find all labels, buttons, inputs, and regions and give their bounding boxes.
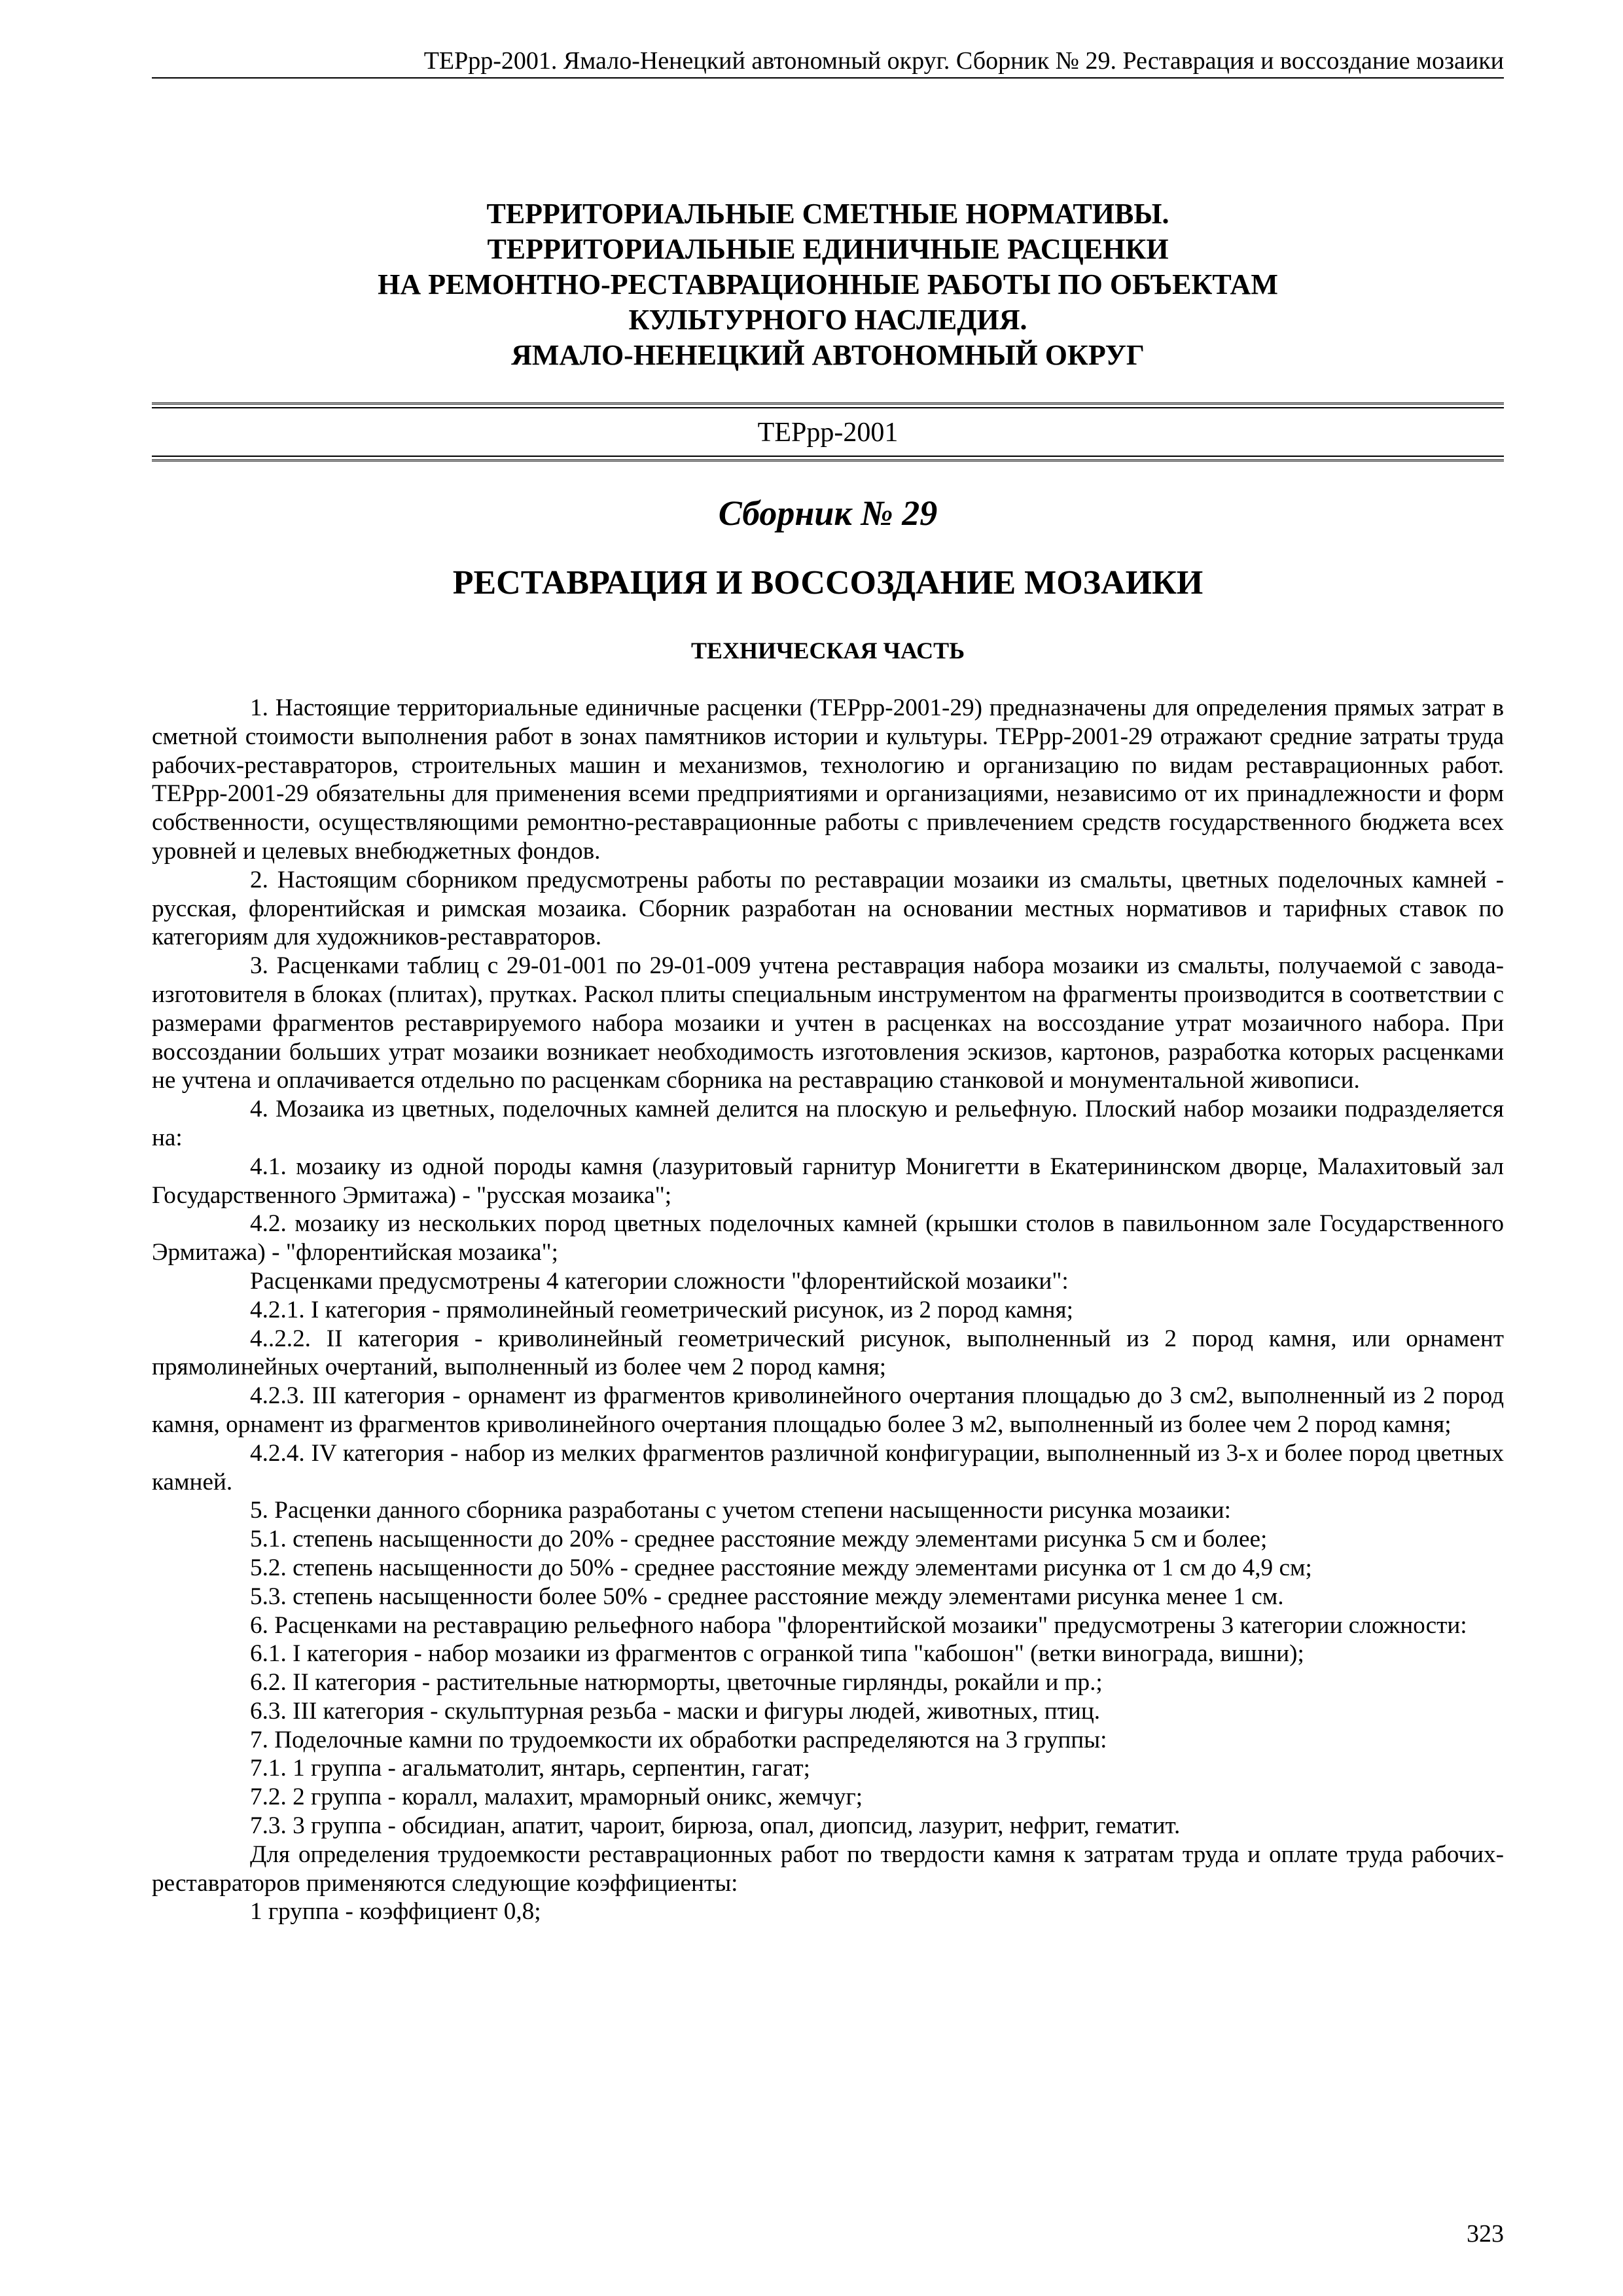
paragraph: 4.1. мозаику из одной породы камня (лазуритовый гарнитур Монигетти в Екатерининском дворце, Малахитовый зал Государственного Эрмитажа) - "русская мозаика";	[152, 1153, 1504, 1209]
collection-title: РЕСТАВРАЦИЯ И ВОССОЗДАНИЕ МОЗАИКИ	[452, 564, 1204, 601]
paragraph: 5. Расценки данного сборника разработаны с учетом степени насыщенности рисунка мозаики:	[250, 1497, 1231, 1524]
paragraph: 4.2.3. III категория - орнамент из фрагментов криволинейного очертания площадью до 3 см2, выполненный из 2 пород камня, орнамент из фрагментов криволинейного очертания площадью более 3 м2, выполненный из более чем 2 пород камня;	[152, 1382, 1504, 1438]
running-header: ТЕРрр-2001. Ямало-Ненецкий автономный округ. Сборник № 29. Реставрация и воссоздание мозаики	[423, 47, 1504, 75]
section-title: ТЕХНИЧЕСКАЯ ЧАСТЬ	[691, 637, 965, 664]
paragraph: 5.1. степень насыщенности до 20% - среднее расстояние между элементами рисунка 5 см и более;	[250, 1526, 1268, 1553]
title-line: КУЛЬТУРНОГО НАСЛЕДИЯ.	[628, 304, 1027, 336]
page-number: 323	[1467, 2220, 1504, 2248]
title-line: ЯМАЛО-НЕНЕЦКИЙ АВТОНОМНЫЙ ОКРУГ	[511, 339, 1145, 371]
paragraph: 4.2. мозаику из нескольких пород цветных поделочных камней (крышки столов в павильонном зале Государственного Эрмитажа) - "флорентийская мозаика";	[152, 1210, 1504, 1266]
paragraph: 7.2. 2 группа - коралл, малахит, мраморный оникс, жемчуг;	[250, 1784, 863, 1811]
paragraph: 6.1. I категория - набор мозаики из фрагментов с огранкой типа "кабошон" (ветки винограда, вишни);	[250, 1640, 1304, 1668]
paragraph: 4.2.1. I категория - прямолинейный геометрический рисунок, из 2 пород камня;	[250, 1296, 1073, 1323]
header-divider	[152, 77, 1504, 79]
paragraph: 1 группа - коэффициент 0,8;	[250, 1898, 541, 1926]
paragraph: 6.2. II категория - растительные натюрморты, цветочные гирлянды, рокайли и пр.;	[250, 1669, 1103, 1696]
paragraph: 7.3. 3 группа - обсидиан, апатит, чароит, бирюза, опал, диопсид, лазурит, нефрит, гематит.	[250, 1812, 1181, 1840]
paragraph: 3. Расценками таблиц с 29-01-001 по 29-01-009 учтена реставрация набора мозаики из смальты, получаемой с завода-изготовителя в блоках (плитах), прутках. Раскол плиты специальным инструментом на фрагменты производится в соответствии с размерами фрагментов реставрируемого набора мозаики и учтен в расценках на воссоздание утрат мозаичного набора. При воссоздании больших утрат мозаики возникает необходимость изготовления эскизов, картонов, разработка которых расценками не учтена и оплачивается отдельно по расценкам сборника на реставрацию станковой и монументальной живописи.	[152, 952, 1504, 1094]
paragraph: 2. Настоящим сборником предусмотрены работы по реставрации мозаики из смальты, цветных поделочных камней - русская, флорентийская и римская мозаика. Сборник разработан на основании местных нормативов и тарифных ставок по категориям для художников-реставраторов.	[152, 866, 1504, 951]
paragraph: 7.1. 1 группа - агальматолит, янтарь, серпентин, гагат;	[250, 1755, 811, 1782]
paragraph: 1. Настоящие территориальные единичные расценки (ТЕРрр-2001-29) предназначены для определения прямых затрат в сметной стоимости выполнения работ в зонах памятников истории и культуры. ТЕРрр-2001-29 отражают средние затраты труда рабочих-реставраторов, строительных машин и механизмов, технологию и организацию по видам реставрационных работ. ТЕРрр-2001-29 обязательны для применения всеми предприятиями и организациями, независимо от их принадлежности и форм собственности, осуществляющими ремонтно-реставрационные работы с привлечением средств государственного бюджета всех уровней и целевых внебюджетных фондов.	[152, 694, 1504, 865]
title-line: НА РЕМОНТНО-РЕСТАВРАЦИОННЫЕ РАБОТЫ ПО ОБЪЕКТАМ	[378, 268, 1278, 300]
paragraph: 6.3. III категория - скульптурная резьба - маски и фигуры людей, животных, птиц.	[250, 1697, 1101, 1725]
title-line: ТЕРРИТОРИАЛЬНЫЕ ЕДИНИЧНЫЕ РАСЦЕНКИ	[487, 233, 1169, 265]
paragraph: Для определения трудоемкости реставрационных работ по твердости камня к затратам труда и оплате труда рабочих-реставраторов применяются следующие коэффициенты:	[152, 1840, 1504, 1897]
collection-number: Сборник № 29	[718, 493, 938, 533]
paragraph: Расценками предусмотрены 4 категории сложности "флорентийской мозаики":	[250, 1267, 1069, 1295]
paragraph: 7. Поделочные камни по трудоемкости их обработки распределяются на 3 группы:	[250, 1726, 1107, 1753]
paragraph: 5.2. степень насыщенности до 50% - среднее расстояние между элементами рисунка от 1 см до 4,9 см;	[250, 1554, 1312, 1581]
document-code: ТЕРрр-2001	[152, 403, 1504, 461]
paragraph: 5.3. степень насыщенности более 50% - среднее расстояние между элементами рисунка менее 1 см.	[250, 1583, 1284, 1610]
body-text	[152, 694, 1504, 1926]
title-line: ТЕРРИТОРИАЛЬНЫЕ СМЕТНЫЕ НОРМАТИВЫ.	[486, 198, 1169, 230]
paragraph: 4. Мозаика из цветных, поделочных камней делится на плоскую и рельефную. Плоский набор мозаики подразделяется на:	[152, 1096, 1504, 1151]
paragraph: 6. Расценками на реставрацию рельефного набора "флорентийской мозаики" предусмотрены 3 категории сложности:	[250, 1611, 1467, 1639]
document-title	[152, 196, 1504, 373]
paragraph: 4.2.4. IV категория - набор из мелких фрагментов различной конфигурации, выполненный из 3-х и более пород цветных камней.	[152, 1439, 1504, 1496]
paragraph: 4..2.2. II категория - криволинейный геометрический рисунок, выполненный из 2 пород камня, или орнамент прямолинейных очертаний, выполненный из более чем 2 пород камня;	[152, 1325, 1504, 1381]
